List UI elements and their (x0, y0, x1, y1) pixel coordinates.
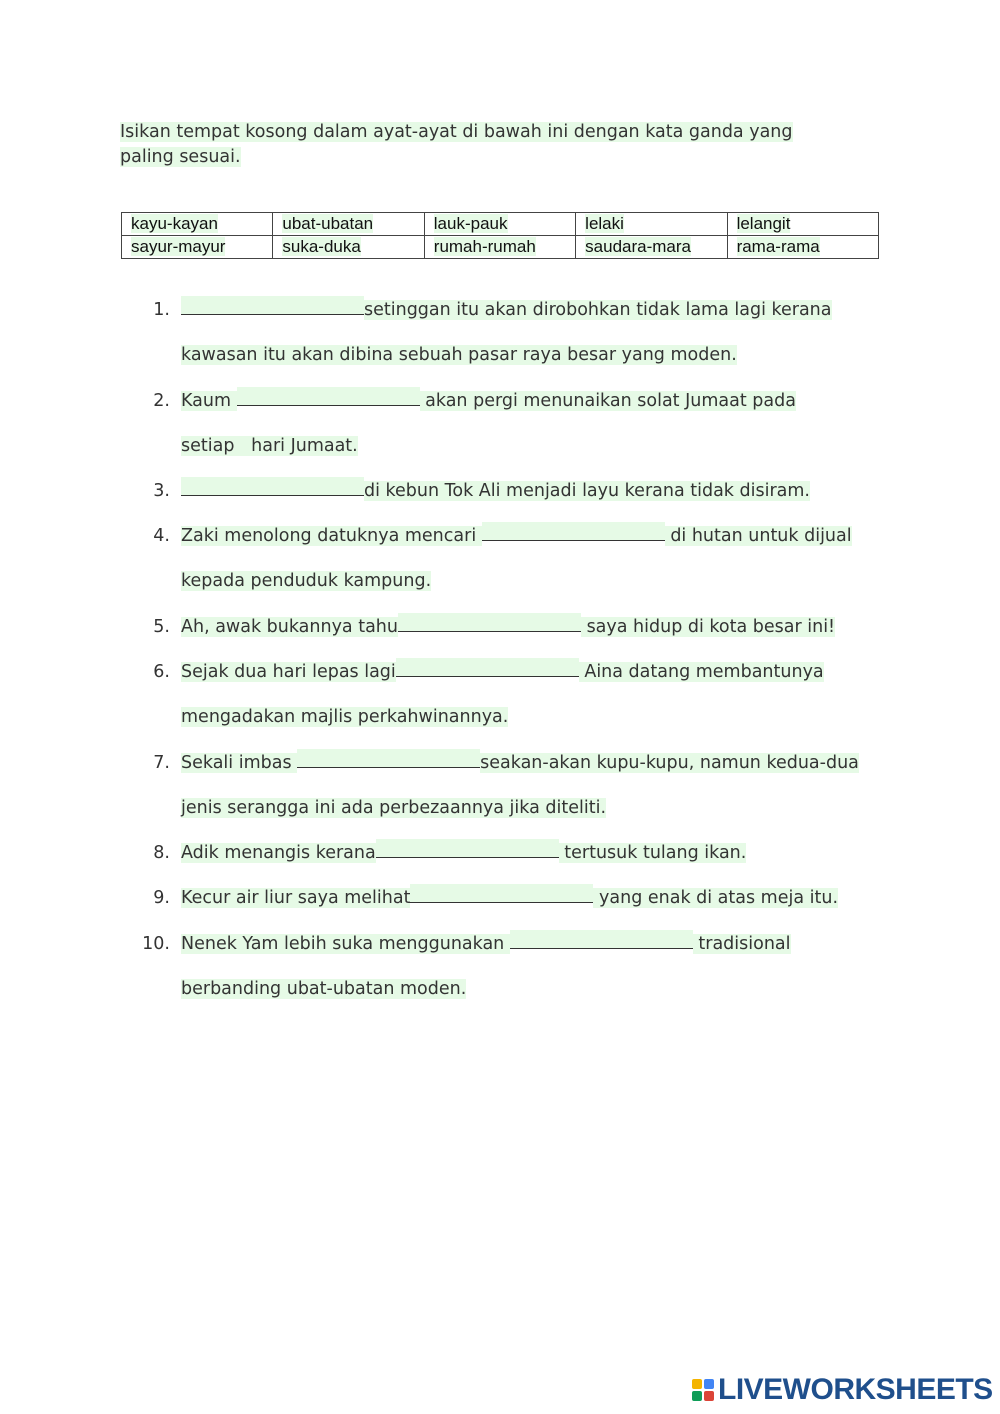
question-6 (0, 658, 1000, 686)
answer-blank-5[interactable] (398, 613, 581, 632)
answer-blank-3[interactable] (181, 477, 364, 496)
question-text-after: akan pergi menunaikan solat Jumaat pada (419, 391, 796, 411)
answer-blank-2[interactable] (237, 387, 420, 406)
question-text-after: di hutan untuk dijual (664, 526, 852, 546)
question-continuation: berbanding ubat-ubatan moden. (181, 979, 467, 999)
question-text-before: Adik menangis kerana (181, 843, 376, 863)
instruction-line-1: Isikan tempat kosong dalam ayat-ayat di bawah ini dengan kata ganda yang (120, 122, 793, 142)
question-number: 4. (153, 526, 170, 546)
question-number: 6. (153, 662, 170, 682)
question-text-after: di kebun Tok Ali menjadi layu kerana tidak disiram. (364, 481, 810, 501)
question-text-before: Kaum (181, 391, 237, 411)
question-text-before: Kecur air liur saya melihat (181, 888, 411, 908)
question-number: 9. (153, 888, 170, 908)
word-bank-cell: saudara-mara (585, 237, 691, 256)
question-text-before: Sejak dua hari lepas lagi (181, 662, 396, 682)
word-bank-row-2 (122, 236, 879, 259)
brand-name: LIVEWORKSHEETS (718, 1373, 993, 1406)
word-bank-cell: suka-duka (282, 237, 361, 256)
question-1 (0, 296, 1000, 324)
answer-blank-9[interactable] (410, 884, 593, 903)
word-bank-cell: lauk-pauk (433, 214, 508, 233)
question-continuation: jenis serangga ini ada perbezaannya jika diteliti. (181, 798, 607, 818)
question-5 (0, 613, 1000, 641)
question-number: 5. (153, 617, 170, 637)
word-bank-cell: lelaki (585, 214, 624, 233)
word-bank-cell: rama-rama (736, 237, 820, 256)
question-continuation: mengadakan majlis perkahwinannya. (181, 707, 509, 727)
question-number: 10. (142, 934, 170, 954)
question-continuation: kepada penduduk kampung. (181, 571, 432, 591)
question-9 (0, 884, 1000, 912)
answer-blank-1[interactable] (181, 296, 364, 315)
question-number: 8. (153, 843, 170, 863)
question-8 (0, 839, 1000, 867)
question-number: 7. (153, 753, 170, 773)
question-text-before: Sekali imbas (181, 753, 298, 773)
question-text-after: tertusuk tulang ikan. (558, 843, 747, 863)
question-text-after: tradisional (692, 934, 791, 954)
question-2 (0, 387, 1000, 415)
question-continuation: kawasan itu akan dibina sebuah pasar raya besar yang moden. (181, 345, 737, 365)
instruction-line-2: paling sesuai. (120, 147, 241, 167)
word-bank-cell: ubat-ubatan (282, 214, 374, 233)
liveworksheets-logo (692, 1372, 993, 1408)
question-10 (0, 930, 1000, 958)
question-text-after: setinggan itu akan dirobohkan tidak lama lagi kerana (364, 300, 832, 320)
question-3 (0, 477, 1000, 505)
question-7 (0, 749, 1000, 777)
liveworksheets-mark-icon (692, 1379, 714, 1401)
answer-blank-10[interactable] (510, 930, 693, 949)
word-bank-cell: kayu-kayan (131, 214, 218, 233)
question-text-after: yang enak di atas meja itu. (593, 888, 839, 908)
word-bank-table (121, 212, 879, 259)
answer-blank-4[interactable] (482, 522, 665, 541)
instruction-text (120, 120, 860, 170)
question-number: 3. (153, 481, 170, 501)
answer-blank-8[interactable] (376, 839, 559, 858)
question-text-before: Ah, awak bukannya tahu (181, 617, 398, 637)
question-number: 2. (153, 391, 170, 411)
answer-blank-7[interactable] (297, 749, 480, 768)
question-continuation: setiap hari Jumaat. (181, 436, 358, 456)
word-bank-cell: rumah-rumah (433, 237, 536, 256)
question-text-after: Aina datang membantunya (578, 662, 824, 682)
question-text-before: Nenek Yam lebih suka menggunakan (181, 934, 510, 954)
question-text-after: seakan-akan kupu-kupu, namun kedua-dua (480, 753, 859, 773)
question-text-after: saya hidup di kota besar ini! (581, 617, 836, 637)
word-bank-cell: lelangit (736, 214, 791, 233)
question-number: 1. (153, 300, 170, 320)
question-4 (0, 522, 1000, 550)
question-text-before: Zaki menolong datuknya mencari (181, 526, 482, 546)
word-bank-cell: sayur-mayur (131, 237, 226, 256)
answer-blank-6[interactable] (396, 658, 579, 677)
word-bank-row-1 (122, 213, 879, 236)
